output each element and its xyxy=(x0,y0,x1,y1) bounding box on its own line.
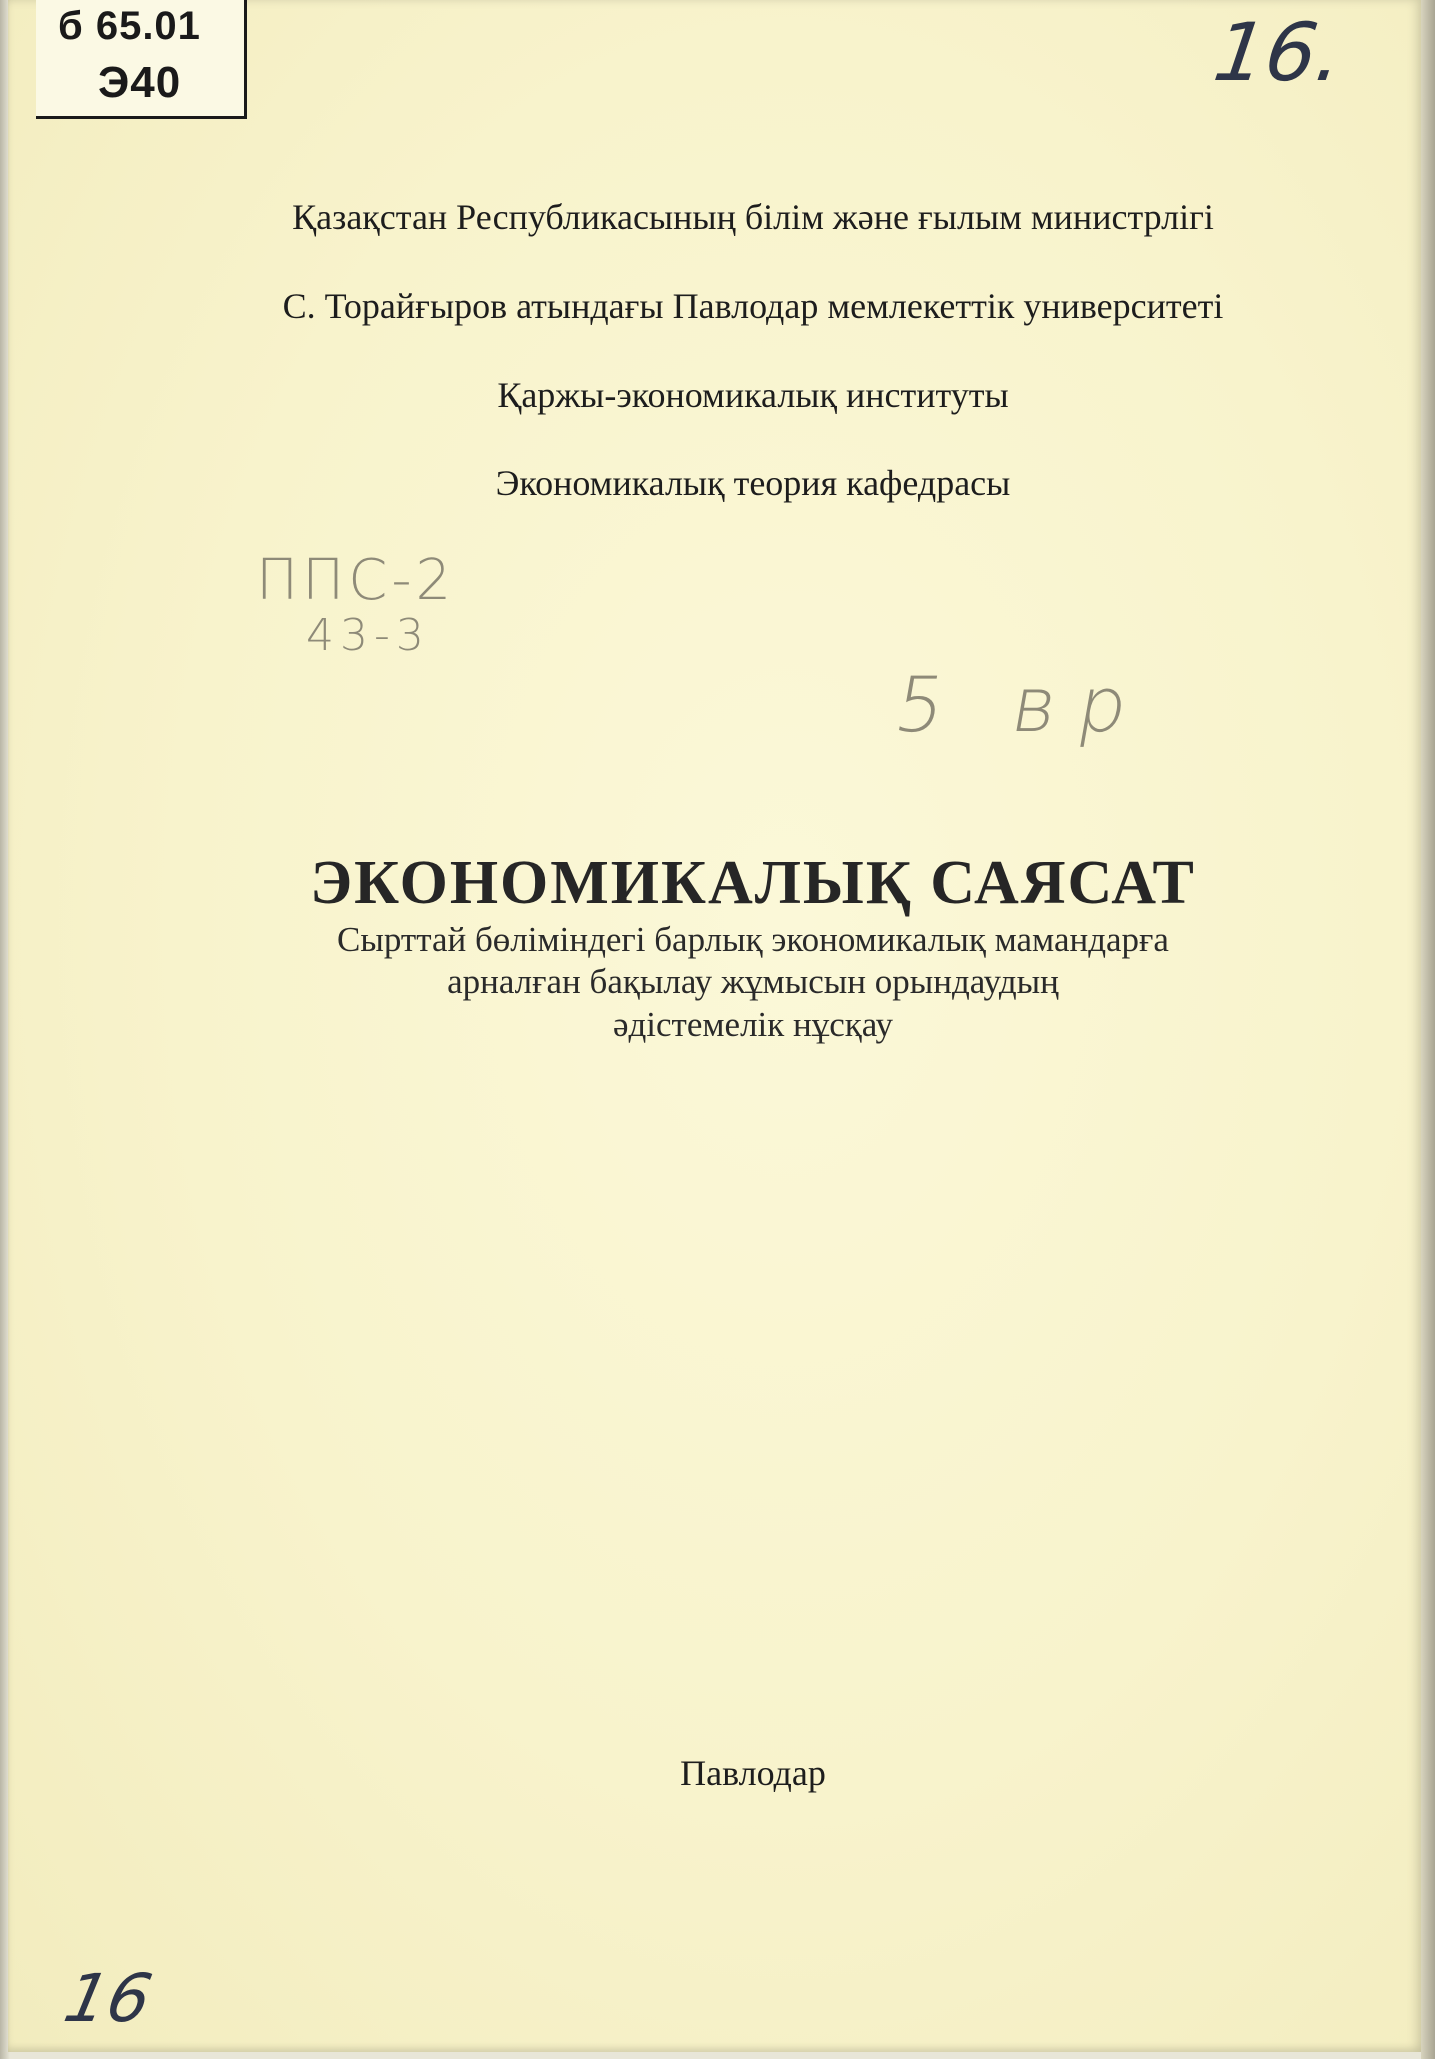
institute-line: Қаржы-экономикалық институты xyxy=(497,375,1009,415)
document-page xyxy=(8,0,1422,2052)
library-author-mark: Э40 xyxy=(98,58,182,107)
department-line: Экономикалық теория кафедрасы xyxy=(495,463,1011,503)
library-code: б 65.01 xyxy=(58,4,201,48)
library-label xyxy=(36,0,247,119)
pencil-note-2: 43-3 xyxy=(306,610,430,661)
handwritten-number-bottom: 16 xyxy=(57,1960,159,2037)
ministry-line: Қазақстан Республикасының білім және ғылым министрлігі xyxy=(292,197,1214,237)
spine-shadow xyxy=(0,0,10,2059)
subtitle-line-1: Сырттай бөліміндегі барлық экономикалық мамандарға xyxy=(337,920,1169,959)
document-title: ЭКОНОМИКАЛЫҚ САЯСАТ xyxy=(310,849,1196,917)
pencil-mark: 5 вр xyxy=(888,660,1158,749)
publication-city: Павлодар xyxy=(680,1753,826,1793)
pencil-note-1: ППС-2 xyxy=(256,548,456,613)
university-line: С. Торайғыров атындағы Павлодар мемлекеттік университеті xyxy=(282,286,1224,326)
page-edge xyxy=(1421,0,1435,2059)
handwritten-number-top: 16. xyxy=(1208,6,1349,99)
subtitle-line-2: арналған бақылау жұмысын орындаудың xyxy=(447,962,1059,1001)
subtitle-line-3: әдістемелік нұсқау xyxy=(612,1005,894,1044)
